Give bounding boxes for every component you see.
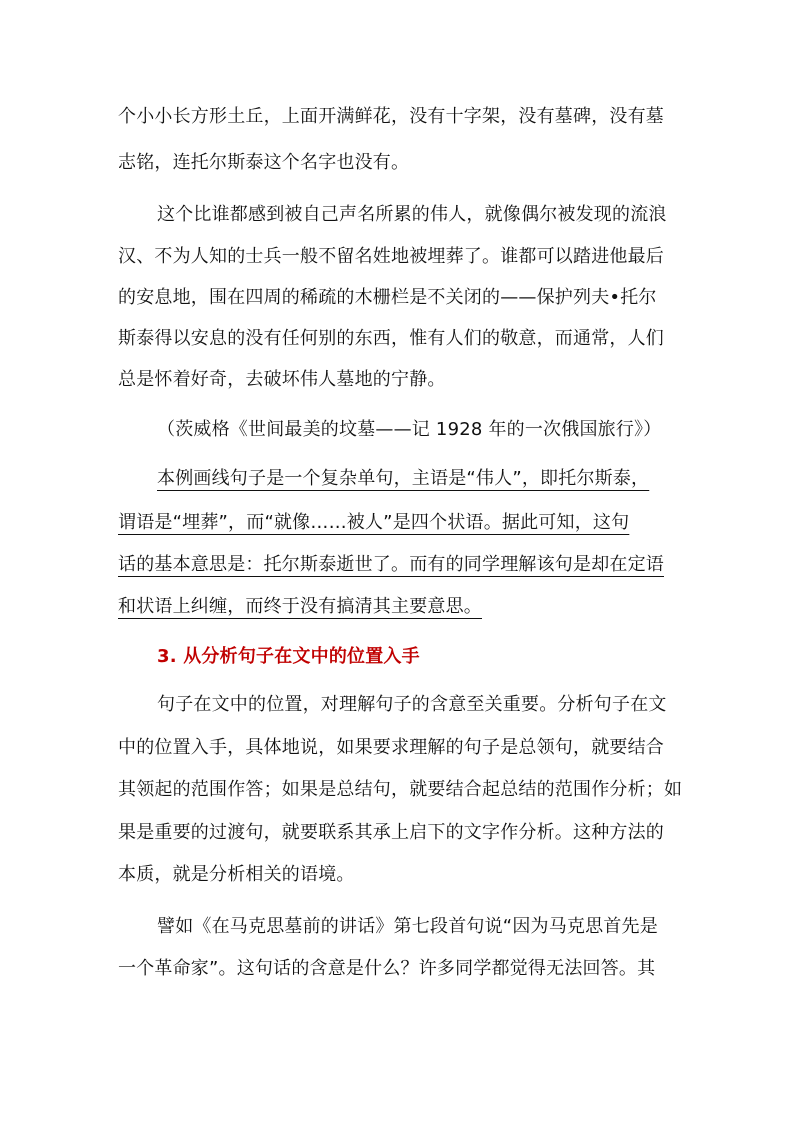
citation: （茨威格《世间最美的坟墓——记 1928 年的一次俄国旅行》） xyxy=(157,419,662,440)
paragraph-3-line-4: 果是重要的过渡句，就要联系其承上启下的文字作分析。这种方法的 xyxy=(118,822,664,843)
paragraph-3-line-2: 中的位置入手，具体地说，如果要求理解的句子是总领句，就要结合 xyxy=(118,737,664,758)
paragraph-3-line-1: 句子在文中的位置，对理解句子的含意至关重要。分析句子在文 xyxy=(157,694,667,715)
paragraph-2-line-3: 的安息地，围在四周的稀疏的木栅栏是不关闭的——保护列夫•托尔 xyxy=(118,287,657,308)
analysis-line-1: 本例画线句子是一个复杂单句，主语是“伟人”，即托尔斯泰， xyxy=(157,468,650,489)
paragraph-2-line-4: 斯泰得以安息的没有任何别的东西，惟有人们的敬意，而通常，人们 xyxy=(118,328,664,349)
analysis-line-2: 谓语是“埋葬”，而“就像……被人”是四个状语。据此可知，这句 xyxy=(118,512,630,533)
paragraph-4-line-2: 一个革命家”。这句话的含意是什么？许多同学都觉得无法回答。其 xyxy=(118,958,656,979)
paragraph-2-line-5: 总是怀着好奇，去破坏伟人墓地的宁静。 xyxy=(118,369,446,390)
paragraph-1-line-1: 个小小长方形土丘，上面开满鲜花，没有十字架，没有墓碑，没有墓 xyxy=(118,106,664,127)
paragraph-3-line-5: 本质，就是分析相关的语境。 xyxy=(118,864,355,885)
paragraph-4-line-1: 譬如《在马克思墓前的讲话》第七段首句说“因为马克思首先是 xyxy=(157,916,658,937)
analysis-line-4: 和状语上纠缠，而终于没有搞清其主要意思。 xyxy=(118,596,482,617)
section-heading: 3. 从分析句子在文中的位置入手 xyxy=(157,646,420,667)
paragraph-3-line-3: 其领起的范围作答；如果是总结句，就要结合起总结的范围作分析；如 xyxy=(118,779,683,800)
paragraph-2-line-1: 这个比谁都感到被自己声名所累的伟人，就像偶尔被发现的流浪 xyxy=(157,204,667,225)
paragraph-2-line-2: 汉、不为人知的士兵一般不留名姓地被埋葬了。谁都可以踏进他最后 xyxy=(118,246,664,267)
analysis-line-3: 话的基本意思是：托尔斯泰逝世了。而有的同学理解该句是却在定语 xyxy=(118,554,664,575)
paragraph-1-line-2: 志铭，连托尔斯泰这个名字也没有。 xyxy=(118,152,410,173)
